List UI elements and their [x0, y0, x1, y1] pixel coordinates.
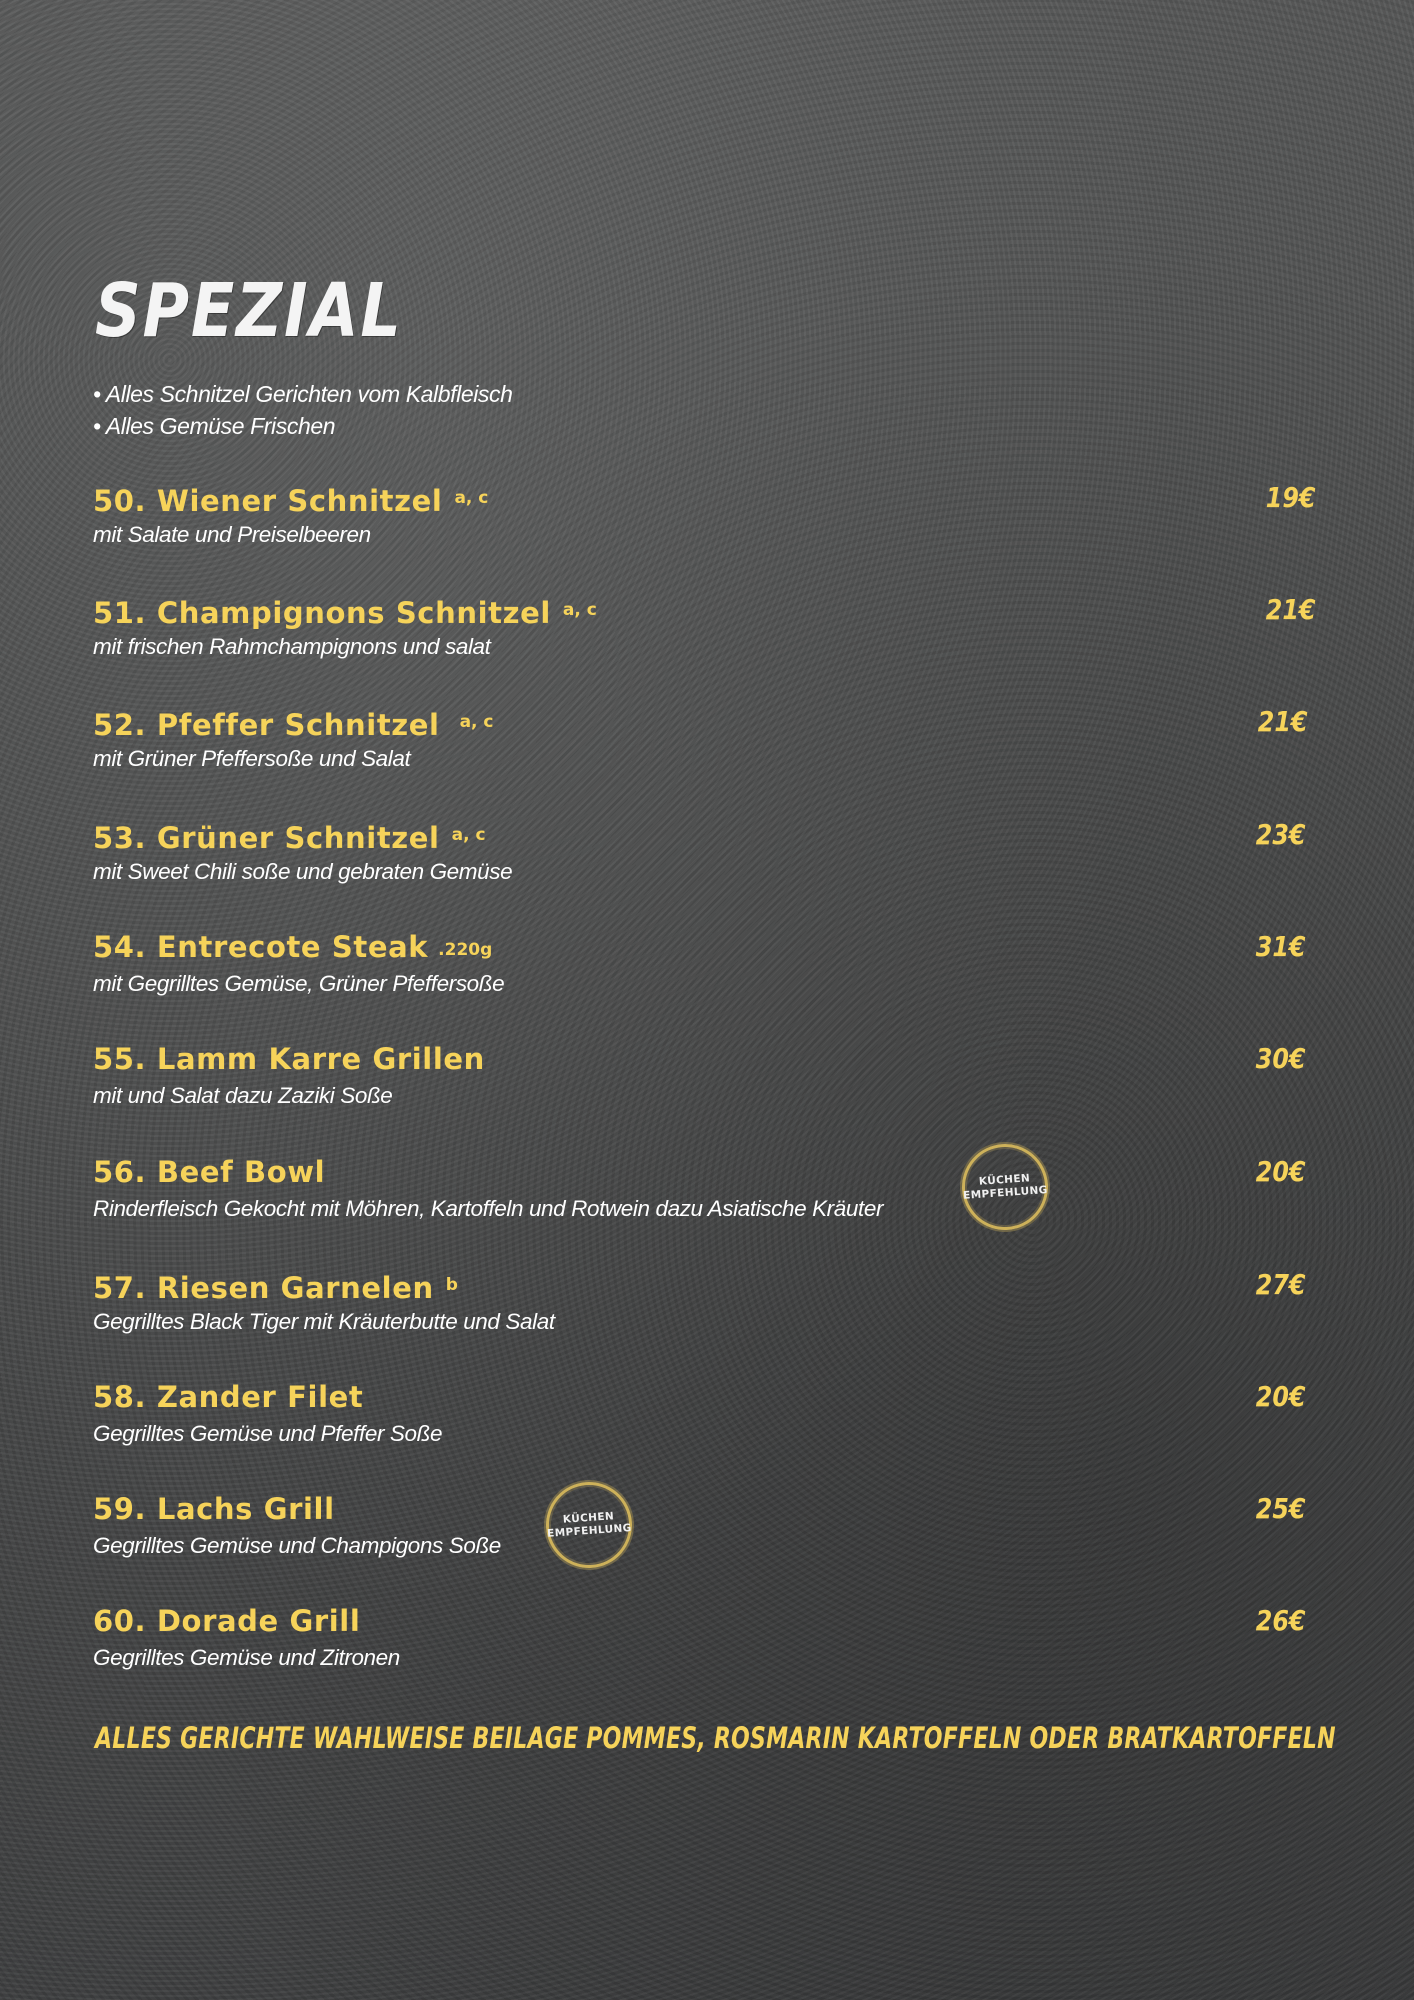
menu-item-description: Gegrilltes Gemüse und Pfeffer Soße — [93, 1421, 443, 1446]
menu-item-description: Rinderfleisch Gekocht mit Möhren, Kartoffeln und Rotwein dazu Asiatische Kräuter — [93, 1196, 884, 1221]
allergen-tag: b — [445, 1275, 458, 1295]
menu-item-price: 19€ — [1265, 481, 1315, 514]
menu-item-description: mit Salate und Preiselbeeren — [93, 522, 371, 547]
menu-item-name: 51. Champignons Schnitzel — [93, 596, 551, 630]
menu-item-price: 20€ — [1255, 1155, 1305, 1188]
menu-item-price: 31€ — [1255, 930, 1305, 963]
menu-item-description: mit frischen Rahmchampignons und salat — [93, 634, 491, 659]
menu-item-price: 30€ — [1255, 1042, 1305, 1075]
menu-item-name: 56. Beef Bowl — [93, 1155, 326, 1189]
menu-item-description: mit Grüner Pfeffersoße und Salat — [93, 746, 411, 771]
badge-text: KÜCHEN — [978, 1172, 1031, 1188]
menu-item-price: 21€ — [1265, 593, 1315, 626]
menu-item-name: 53. Grüner Schnitzel — [93, 821, 440, 855]
menu-item-name: 52. Pfeffer Schnitzel — [93, 708, 440, 742]
weight-tag: .220g — [438, 940, 493, 960]
menu-item — [93, 1267, 1313, 1347]
menu-item — [93, 480, 1313, 560]
menu-item — [93, 704, 1313, 784]
badge-text: KÜCHEN — [562, 1510, 615, 1526]
menu-item-price: 25€ — [1255, 1492, 1305, 1525]
menu-item-name: 58. Zander Filet — [93, 1380, 364, 1414]
menu-item-name: 59. Lachs Grill — [93, 1492, 335, 1526]
menu-item-name: 55. Lamm Karre Grillen — [93, 1042, 485, 1076]
menu-item-description: Gegrilltes Gemüse und Champigons Soße — [93, 1533, 501, 1558]
menu-item-price: 20€ — [1255, 1380, 1305, 1413]
menu-item-price: 26€ — [1255, 1604, 1305, 1637]
menu-item — [93, 817, 1313, 897]
menu-item — [93, 1379, 1313, 1459]
allergen-tag: a, c — [451, 825, 486, 845]
menu-item-description: Gegrilltes Gemüse und Zitronen — [93, 1645, 400, 1670]
menu-notes — [93, 378, 513, 442]
menu-item-name: 50. Wiener Schnitzel — [93, 484, 443, 518]
menu-item-description: Gegrilltes Black Tiger mit Kräuterbutte und Salat — [93, 1309, 555, 1334]
menu-item-description: mit und Salat dazu Zaziki Soße — [93, 1083, 393, 1108]
menu-item-price: 23€ — [1255, 818, 1305, 851]
menu-item — [93, 1603, 1313, 1683]
note-item: • Alles Schnitzel Gerichten vom Kalbfleisch — [93, 378, 513, 410]
note-item: • Alles Gemüse Frischen — [93, 410, 513, 442]
menu-item-description: mit Gegrilltes Gemüse, Grüner Pfeffersoße — [93, 971, 505, 996]
menu-item — [93, 929, 1313, 1009]
menu-item-name: 57. Riesen Garnelen — [93, 1271, 434, 1305]
allergen-tag: a, c — [459, 712, 494, 732]
menu-item-name: 60. Dorade Grill — [93, 1604, 361, 1638]
badge-text: EMPFEHLUNG — [546, 1522, 633, 1540]
allergen-tag: a, c — [562, 600, 597, 620]
menu-item — [93, 592, 1313, 672]
page-title: SPEZIAL — [95, 268, 403, 354]
menu-item-description: mit Sweet Chili soße und gebraten Gemüse — [93, 859, 513, 884]
menu-item-price: 27€ — [1255, 1268, 1305, 1301]
badge-text: EMPFEHLUNG — [962, 1184, 1049, 1202]
allergen-tag: a, c — [454, 488, 489, 508]
menu-item — [93, 1154, 1313, 1234]
menu-item-name: 54. Entrecote Steak — [93, 930, 429, 964]
menu-item-price: 21€ — [1257, 705, 1307, 738]
menu-item — [93, 1491, 1313, 1571]
side-dish-note: ALLES GERICHTE WAHLWEISE BEILAGE POMMES, ROSMARIN KARTOFFELN ODER BRATKARTOFFELN — [95, 1721, 1336, 1755]
menu-item — [93, 1041, 1313, 1121]
